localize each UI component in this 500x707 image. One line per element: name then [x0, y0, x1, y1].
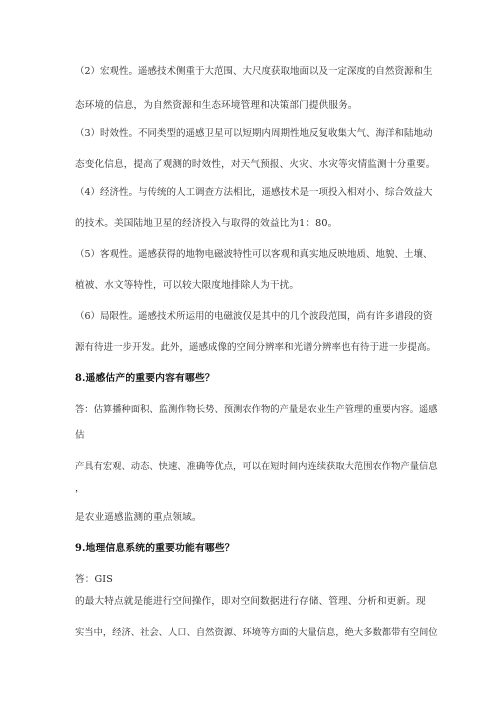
paragraph-economy-line-1: （4）经济性。与传统的人工调查方法相比，遥感技术是一项投入相对小、综合效益大 — [75, 187, 433, 198]
question-8-heading: 8.遥感估产的重要内容有哪些？ — [75, 373, 215, 384]
question-8-answer-line-1: 答：估算播种面积、监测作物长势、预测农作物的产量是农业生产管理的重要内容。遥感 — [75, 404, 438, 415]
paragraph-timeliness-line-1: （3）时效性。不同类型的遥感卫星可以短期内周期性地反复收集大气、海洋和陆地动 — [75, 128, 433, 139]
paragraph-macro-line-2: 态环境的信息，为自然资源和生态环境管理和决策部门提供服务。 — [75, 100, 358, 111]
paragraph-objectivity-line-1: （5）客观性。遥感获得的地物电磁波特性可以客观和真实地反映地质、地貌、土壤、 — [75, 249, 433, 260]
question-8-answer-line-4: ， — [75, 483, 85, 494]
paragraph-economy-line-2: 的技术。美国陆地卫星的经济投入与取得的效益比为1：80。 — [75, 218, 338, 229]
question-8-answer-line-3: 产具有宏观、动态、快速、准确等优点，可以在短时间内连续获取大范围农作物产量信息 — [75, 461, 438, 472]
question-9-answer-line-3: 实当中，经济、社会、人口、自然资源、环境等方面的大量信息，绝大多数都带有空间位 — [75, 627, 438, 638]
question-9-answer-line-2: 的最大特点就是能进行空间操作，即对空间数据进行存储、管理、分析和更新。现 — [75, 596, 426, 607]
paragraph-objectivity-line-2: 植被、水文等特性，可以较大限度地排除人为干扰。 — [75, 280, 300, 291]
paragraph-timeliness-line-2: 态变化信息，提高了观测的时效性，对天气预报、火灾、水灾等灾情监测十分重要。 — [75, 159, 436, 170]
paragraph-macro-line-1: （2）宏观性。遥感技术侧重于大范围、大尺度获取地面以及一定深度的自然资源和生 — [75, 66, 433, 77]
question-8-answer-line-2: 估 — [75, 430, 85, 441]
question-9-answer-line-1: 答：GIS — [75, 574, 113, 585]
question-9-heading: 9.地理信息系统的重要功能有哪些？ — [75, 543, 235, 554]
paragraph-limitation-line-2: 源有待进一步开发。此外，遥感成像的空间分辨率和光谱分辨率也有待于进一步提高。 — [75, 342, 437, 353]
paragraph-limitation-line-1: （6）局限性。遥感技术所运用的电磁波仅是其中的几个波段范围，尚有许多谱段的资 — [75, 311, 433, 322]
question-8-answer-line-5: 是农业遥感监测的重点领域。 — [75, 512, 202, 523]
